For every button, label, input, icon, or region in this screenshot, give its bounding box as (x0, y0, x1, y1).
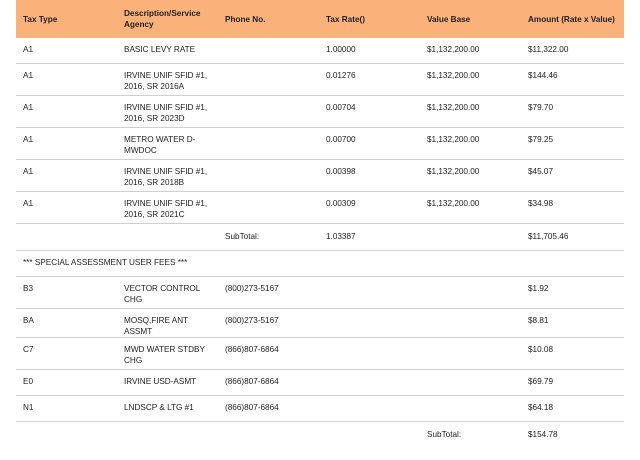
cell-phone (218, 128, 319, 160)
cell-amount: $69.79 (521, 370, 624, 396)
cell-phone: (800)273-5167 (218, 309, 319, 338)
col-description: Description/Service Agency (117, 0, 218, 38)
cell-base: $1,132,200.00 (420, 160, 521, 192)
cell-amount: $45.07 (521, 160, 624, 192)
cell-amount: $34.98 (521, 192, 624, 224)
cell-amount: $144.46 (521, 64, 624, 96)
cell-phone: (866)807-6864 (218, 370, 319, 396)
tax-breakdown-table (16, 0, 624, 448)
tax-table-container (16, 0, 624, 448)
cell-base: $1,132,200.00 (420, 96, 521, 128)
cell-base: $1,132,200.00 (420, 128, 521, 160)
subtotal-label: SubTotal: (427, 430, 462, 439)
cell-desc: IRVINE UNIF SFID #1, 2016, SR 2021C (117, 192, 218, 224)
cell-rate: 0.00309 (319, 192, 420, 224)
col-tax-rate: Tax Rate() (319, 0, 420, 38)
subtotal-label: SubTotal: (218, 224, 319, 251)
cell-type: B3 (16, 277, 117, 309)
cell-base: $1,132,200.00 (420, 192, 521, 224)
table-row (16, 160, 624, 192)
cell-amount: $8.81 (521, 309, 624, 338)
cell-amount: $11,322.00 (521, 38, 624, 64)
table-row (16, 309, 624, 338)
cell-amount: $1.92 (521, 277, 624, 309)
cell-desc: IRVINE UNIF SFID #1, 2016, SR 2016A (117, 64, 218, 96)
col-amount: Amount (Rate x Value) (521, 0, 624, 38)
cell-type: C7 (16, 338, 117, 370)
table-row (16, 192, 624, 224)
cell-desc: METRO WATER D-MWDOC (117, 128, 218, 160)
table-row (16, 128, 624, 160)
cell-rate: 0.00704 (319, 96, 420, 128)
cell-rate: 1.00000 (319, 38, 420, 64)
table-body (16, 38, 624, 448)
cell-desc: IRVINE USD-ASMT (117, 370, 218, 396)
cell-base: $1,132,200.00 (420, 64, 521, 96)
cell-desc: LNDSCP & LTG #1 (117, 396, 218, 422)
cell-type: A1 (16, 128, 117, 160)
cell-amount: $79.25 (521, 128, 624, 160)
cell-phone: (800)273-5167 (218, 277, 319, 309)
col-phone: Phone No. (218, 0, 319, 38)
subtotal-amount: $11,705.46 (521, 224, 624, 251)
cell-desc: IRVINE UNIF SFID #1, 2016, SR 2023D (117, 96, 218, 128)
cell-rate: 0.01276 (319, 64, 420, 96)
header-row (16, 0, 624, 38)
cell-type: N1 (16, 396, 117, 422)
cell-phone (218, 38, 319, 64)
cell-type: A1 (16, 64, 117, 96)
cell-type: A1 (16, 96, 117, 128)
table-row (16, 338, 624, 370)
cell-desc: MOSQ,FIRE ANT ASSMT (117, 309, 218, 338)
table-header (16, 0, 624, 38)
cell-rate: 0.00398 (319, 160, 420, 192)
table-row (16, 277, 624, 309)
cell-type: BA (16, 309, 117, 338)
subtotal-amount: $154.78 (528, 430, 558, 439)
subtotal-rate: 1.03387 (319, 224, 420, 251)
cell-base: $1,132,200.00 (420, 38, 521, 64)
cell-desc: VECTOR CONTROL CHG (117, 277, 218, 309)
cell-desc: IRVINE UNIF SFID #1, 2016, SR 2018B (117, 160, 218, 192)
cell-amount: $79.70 (521, 96, 624, 128)
section-title: *** SPECIAL ASSESSMENT USER FEES *** (16, 251, 624, 277)
cell-amount: $64.18 (521, 396, 624, 422)
cell-amount: $10.08 (521, 338, 624, 370)
table-row (16, 64, 624, 96)
table-row (16, 96, 624, 128)
cell-type: A1 (16, 38, 117, 64)
cell-type: E0 (16, 370, 117, 396)
section-header-row (16, 251, 624, 277)
table-row (16, 370, 624, 396)
cell-phone (218, 64, 319, 96)
subtotal-row (16, 422, 624, 449)
col-value-base: Value Base (420, 0, 521, 38)
cell-desc: BASIC LEVY RATE (117, 38, 218, 64)
cell-rate: 0.00700 (319, 128, 420, 160)
cell-type: A1 (16, 192, 117, 224)
table-row (16, 396, 624, 422)
cell-desc: MWD WATER STDBY CHG (117, 338, 218, 370)
cell-phone: (866)807-6864 (218, 396, 319, 422)
cell-phone (218, 96, 319, 128)
table-row (16, 38, 624, 64)
subtotal-row (16, 224, 624, 251)
cell-phone (218, 192, 319, 224)
col-tax-type: Tax Type (16, 0, 117, 38)
cell-phone (218, 160, 319, 192)
cell-type: A1 (16, 160, 117, 192)
cell-phone: (866)807-6864 (218, 338, 319, 370)
